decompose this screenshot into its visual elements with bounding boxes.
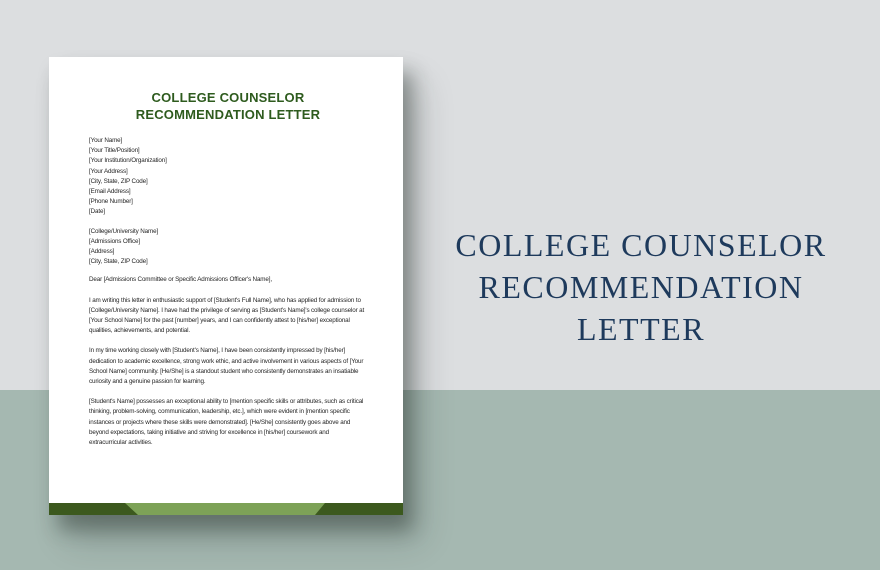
sender-line: [Your Institution/Organization] <box>89 157 167 165</box>
sender-line: [Date] <box>89 208 105 216</box>
letter-page <box>49 57 403 515</box>
sender-line: [Email Address] <box>89 188 131 196</box>
recipient-line: [Address] <box>89 248 115 256</box>
recipient-line: [City, State, ZIP Code] <box>89 258 148 266</box>
recipient-address-block <box>89 227 367 268</box>
letter-title: COLLEGE COUNSELOR RECOMMENDATION LETTER <box>135 90 321 122</box>
letter-page-content <box>49 57 403 515</box>
letter-paragraph-2: In my time working closely with [Student's Name], I have been consistently impressed by [his/her] dedication to academic excellence, strong work ethic, and active involvement in various aspects of [Your School Name] community. [He/She] is a standout student who consistently demonstrates an insatiable curiosity and a genuine passion for learning. <box>89 347 364 386</box>
sender-line: [Your Address] <box>89 167 128 175</box>
recipient-line: [College/University Name] <box>89 227 159 235</box>
letter-paragraph-1: I am writing this letter in enthusiastic support of [Student's Full Name], who has applied for admission to [College/University Name]. I have had the privilege of serving as [Student's Name]'s college counselor at [Your School Name] for the past [number] years, and I can confidently attest to [his/her] exceptional qualities, achievements, and potential. <box>89 296 365 335</box>
sender-line: [Your Title/Position] <box>89 147 140 155</box>
sender-line: [Your Name] <box>89 137 123 144</box>
hero-title <box>411 224 871 350</box>
letter-paragraph-3: [Student's Name] possesses an exceptional ability to [mention specific skills or attributes, such as critical thinking, problem-solving, communication, leadership, etc.], which were evident in [mention specific instances or projects where these skills were demonstrated]. [He/She] consistently goes above and beyond expectations, taking initiative and striving for excellence in [his/her] coursework and extracurricular activities. <box>89 398 364 447</box>
salutation-line: Dear [Admissions Committee or Specific Admissions Officer's Name], <box>89 276 272 284</box>
hero-title-line: RECOMMENDATION <box>478 269 804 305</box>
sender-line: [Phone Number] <box>89 198 133 206</box>
sender-line: [City, State, ZIP Code] <box>89 177 148 185</box>
page-footer-ribbon <box>49 503 403 515</box>
sender-address-block <box>89 136 367 218</box>
footer-ribbon-accent <box>49 503 403 515</box>
hero-title-line: COLLEGE COUNSELOR <box>455 227 827 263</box>
hero-title-line: LETTER <box>576 311 706 347</box>
recipient-line: [Admissions Office] <box>89 237 140 245</box>
